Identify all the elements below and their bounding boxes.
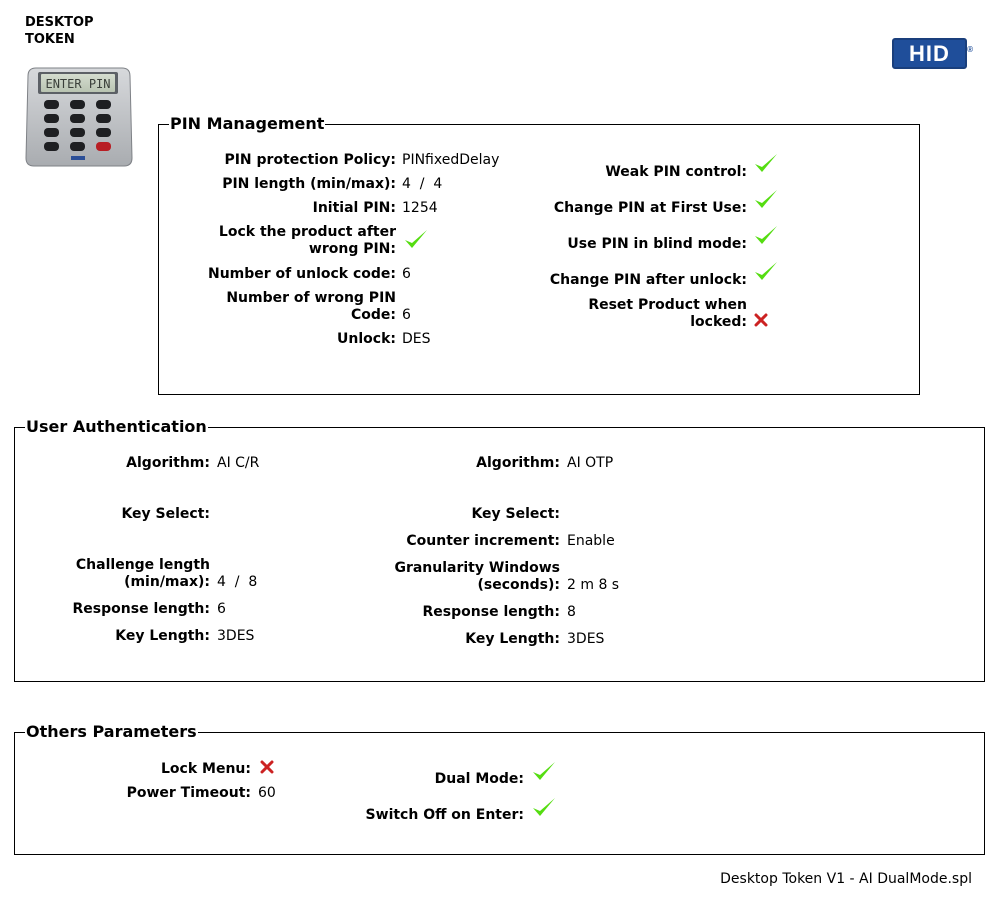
challenge-length-label <box>76 557 210 591</box>
pin-management-legend: PIN Management <box>170 114 325 133</box>
app-title-line2: TOKEN <box>25 32 75 47</box>
otp-algorithm-label: Algorithm: <box>476 455 560 471</box>
unlock-value: DES <box>402 331 431 347</box>
otp-key-select-label: Key Select: <box>471 506 560 522</box>
reset-product-label-line2: locked: <box>690 314 747 330</box>
app-title-line1: DESKTOP <box>25 15 94 30</box>
initial-pin-label: Initial PIN: <box>312 200 396 216</box>
granularity-windows-value: 2 m 8 s <box>567 577 620 593</box>
others-parameters-panel <box>14 722 985 855</box>
blind-mode-label: Use PIN in blind mode: <box>567 236 747 252</box>
switch-off-on-enter-label: Switch Off on Enter: <box>365 807 524 823</box>
footer-filename: Desktop Token V1 - AI DualMode.spl <box>720 871 972 887</box>
cr-algorithm-label: Algorithm: <box>126 455 210 471</box>
check-icon <box>531 760 557 784</box>
otp-response-length-value: 8 <box>567 604 576 620</box>
wrong-pin-count-label <box>226 290 396 324</box>
others-parameters-legend: Others Parameters <box>26 722 197 741</box>
check-icon <box>753 152 779 176</box>
pin-protection-policy-value: PINfixedDelay <box>402 152 500 168</box>
initial-pin-value: 1254 <box>402 200 438 216</box>
cross-icon <box>260 760 274 774</box>
granularity-windows-label-line2: (seconds): <box>477 577 560 593</box>
cr-response-length-value: 6 <box>217 601 226 617</box>
cr-response-length-label: Response length: <box>72 601 210 617</box>
counter-increment-value: Enable <box>567 533 615 549</box>
pin-length-value: 4 / 4 <box>402 176 443 192</box>
lock-product-label <box>219 224 396 258</box>
weak-pin-control-label: Weak PIN control: <box>605 164 747 180</box>
lock-menu-label: Lock Menu: <box>161 761 251 777</box>
granularity-windows-label <box>394 560 560 594</box>
otp-key-length-value: 3DES <box>567 631 605 647</box>
cr-key-select-label: Key Select: <box>121 506 210 522</box>
reset-product-label <box>588 297 747 331</box>
change-pin-after-unlock-label: Change PIN after unlock: <box>549 272 747 288</box>
hid-logo-registered-mark: ® <box>967 45 973 54</box>
challenge-length-label-line1: Challenge length <box>75 557 210 573</box>
wrong-pin-count-label-line2: Code: <box>350 307 396 323</box>
hid-logo <box>892 38 973 69</box>
user-authentication-panel <box>14 417 985 682</box>
pin-length-label: PIN length (min/max): <box>222 176 396 192</box>
challenge-length-value: 4 / 8 <box>217 574 258 590</box>
unlock-code-count-value: 6 <box>402 266 411 282</box>
change-pin-first-use-label: Change PIN at First Use: <box>553 200 747 216</box>
pin-management-panel <box>158 114 920 395</box>
unlock-label: Unlock: <box>337 331 396 347</box>
lock-product-label-line2: wrong PIN: <box>308 241 396 257</box>
check-icon <box>753 260 779 284</box>
cr-key-length-label: Key Length: <box>115 628 210 644</box>
wrong-pin-count-value: 6 <box>402 307 411 323</box>
otp-algorithm-value: AI OTP <box>567 455 614 471</box>
reset-product-label-line1: Reset Product when <box>588 297 747 313</box>
power-timeout-value: 60 <box>258 785 276 801</box>
wrong-pin-count-label-line1: Number of wrong PIN <box>226 290 396 306</box>
unlock-code-count-label: Number of unlock code: <box>207 266 396 282</box>
power-timeout-label: Power Timeout: <box>126 785 251 801</box>
counter-increment-label: Counter increment: <box>406 533 560 549</box>
otp-key-length-label: Key Length: <box>465 631 560 647</box>
user-authentication-legend: User Authentication <box>26 417 207 436</box>
cr-algorithm-value: AI C/R <box>217 455 260 471</box>
device-display-text: ENTER PIN <box>45 77 111 91</box>
cr-key-length-value: 3DES <box>217 628 255 644</box>
check-icon <box>531 796 557 820</box>
hid-logo-text: HID <box>909 41 950 66</box>
cross-icon <box>754 313 768 327</box>
granularity-windows-label-line1: Granularity Windows <box>394 560 560 576</box>
otp-response-length-label: Response length: <box>422 604 560 620</box>
check-icon <box>753 224 779 248</box>
challenge-length-label-line2: (min/max): <box>124 574 210 590</box>
check-icon <box>753 188 779 212</box>
pin-protection-policy-label: PIN protection Policy: <box>224 152 396 168</box>
dual-mode-label: Dual Mode: <box>434 771 524 787</box>
desktop-token-device-image <box>24 66 134 168</box>
lock-product-label-line1: Lock the product after <box>218 224 396 240</box>
check-icon <box>403 228 429 252</box>
